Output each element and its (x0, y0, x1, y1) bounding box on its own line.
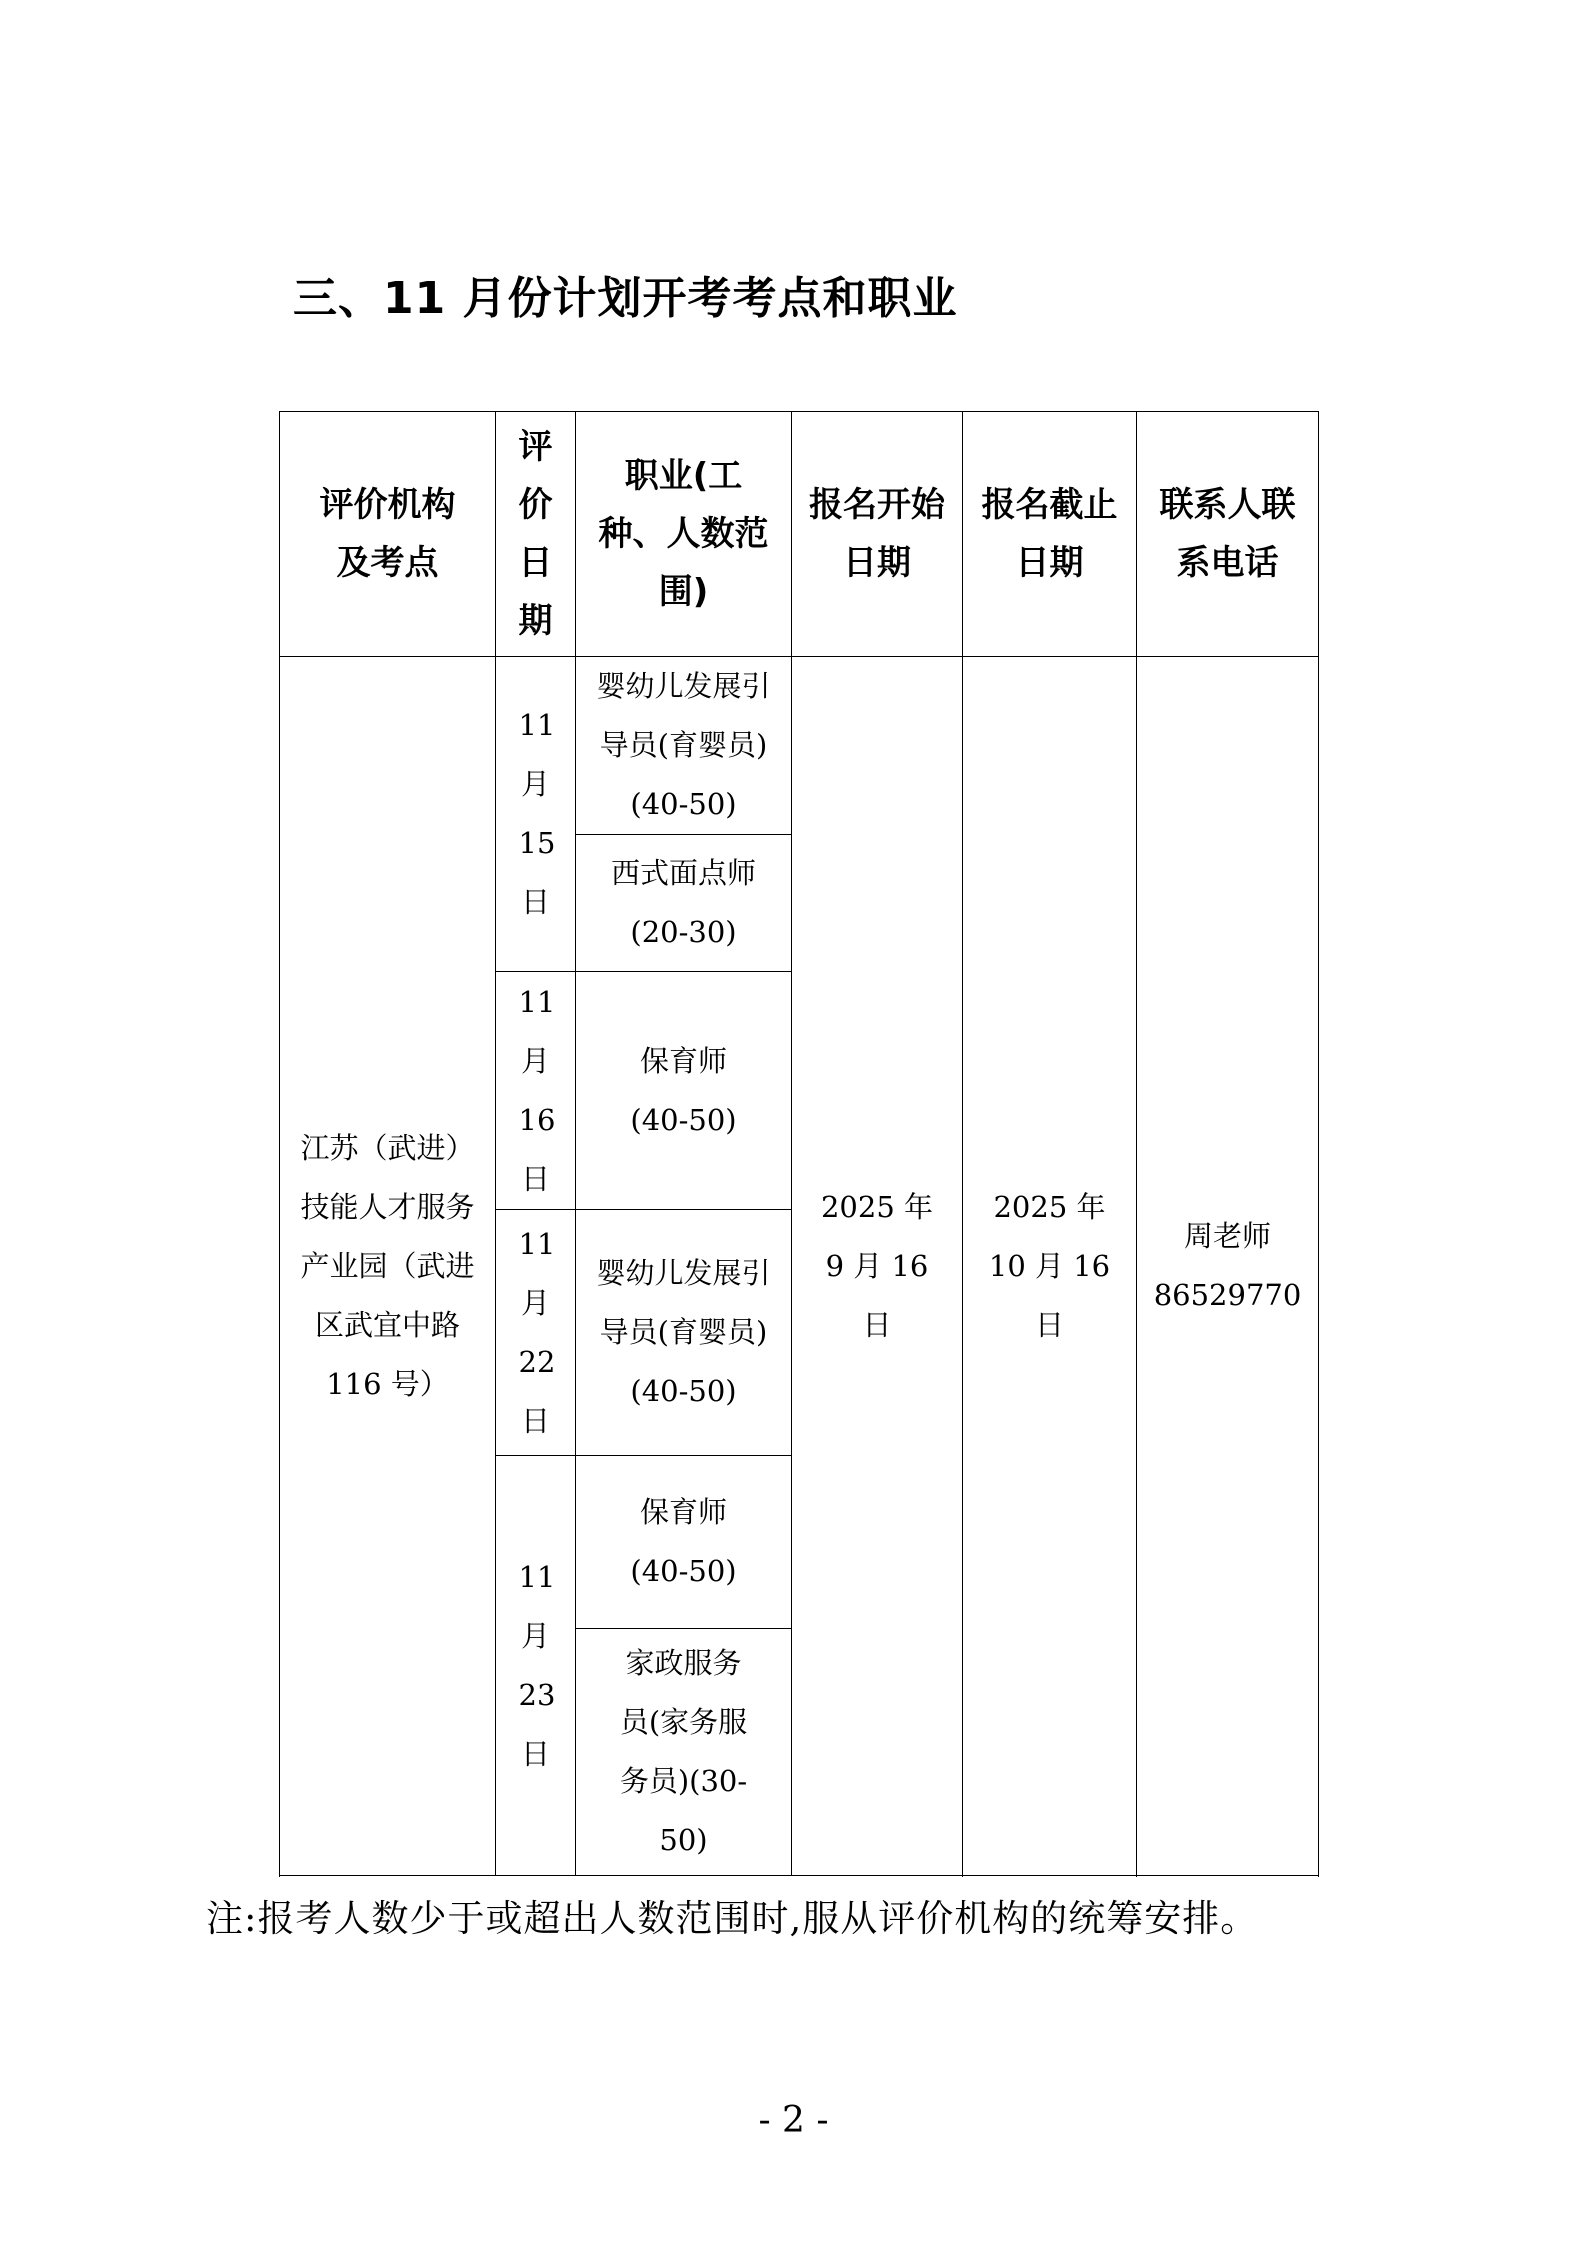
section-title: 三、11 月份计划开考考点和职业 (293, 273, 958, 324)
header-eval-date: 评价日期 (496, 412, 576, 657)
cell-occupation: 保育师(40-50) (576, 972, 792, 1210)
cell-eval-date: 11 月 23 日 (496, 1456, 576, 1876)
cell-occupation: 家政服务员(家务服务员)(30-50) (576, 1629, 792, 1876)
cell-occupation: 婴幼儿发展引导员(育婴员)(40-50) (576, 1210, 792, 1456)
header-reg-start: 报名开始日期 (792, 412, 963, 657)
cell-org: 江苏（武进）技能人才服务产业园（武进区武宜中路 116 号） (280, 657, 496, 1876)
table-row (280, 657, 1319, 835)
cell-occupation: 西式面点师(20-30) (576, 835, 792, 972)
exam-plan-table (279, 411, 1319, 1876)
cell-reg-start: 2025 年 9 月 16 日 (792, 657, 963, 1876)
cell-occupation: 婴幼儿发展引导员(育婴员)(40-50) (576, 657, 792, 835)
cell-eval-date: 11 月 16 日 (496, 972, 576, 1210)
table-note: 注:报考人数少于或超出人数范围时,服从评价机构的统筹安排。 (206, 1897, 1259, 1940)
cell-eval-date: 11 月 22 日 (496, 1210, 576, 1456)
page-number: - 2 - (758, 2100, 829, 2141)
header-reg-end: 报名截止日期 (963, 412, 1137, 657)
header-org: 评价机构及考点 (280, 412, 496, 657)
table-header-row (280, 412, 1319, 657)
cell-reg-end: 2025 年 10 月 16 日 (963, 657, 1137, 1876)
cell-occupation: 保育师(40-50) (576, 1456, 792, 1629)
cell-eval-date: 11 月 15 日 (496, 657, 576, 972)
header-contact: 联系人联系电话 (1137, 412, 1319, 657)
cell-contact: 周老师 86529770 (1137, 657, 1319, 1876)
header-occupation: 职业(工种、人数范围) (576, 412, 792, 657)
